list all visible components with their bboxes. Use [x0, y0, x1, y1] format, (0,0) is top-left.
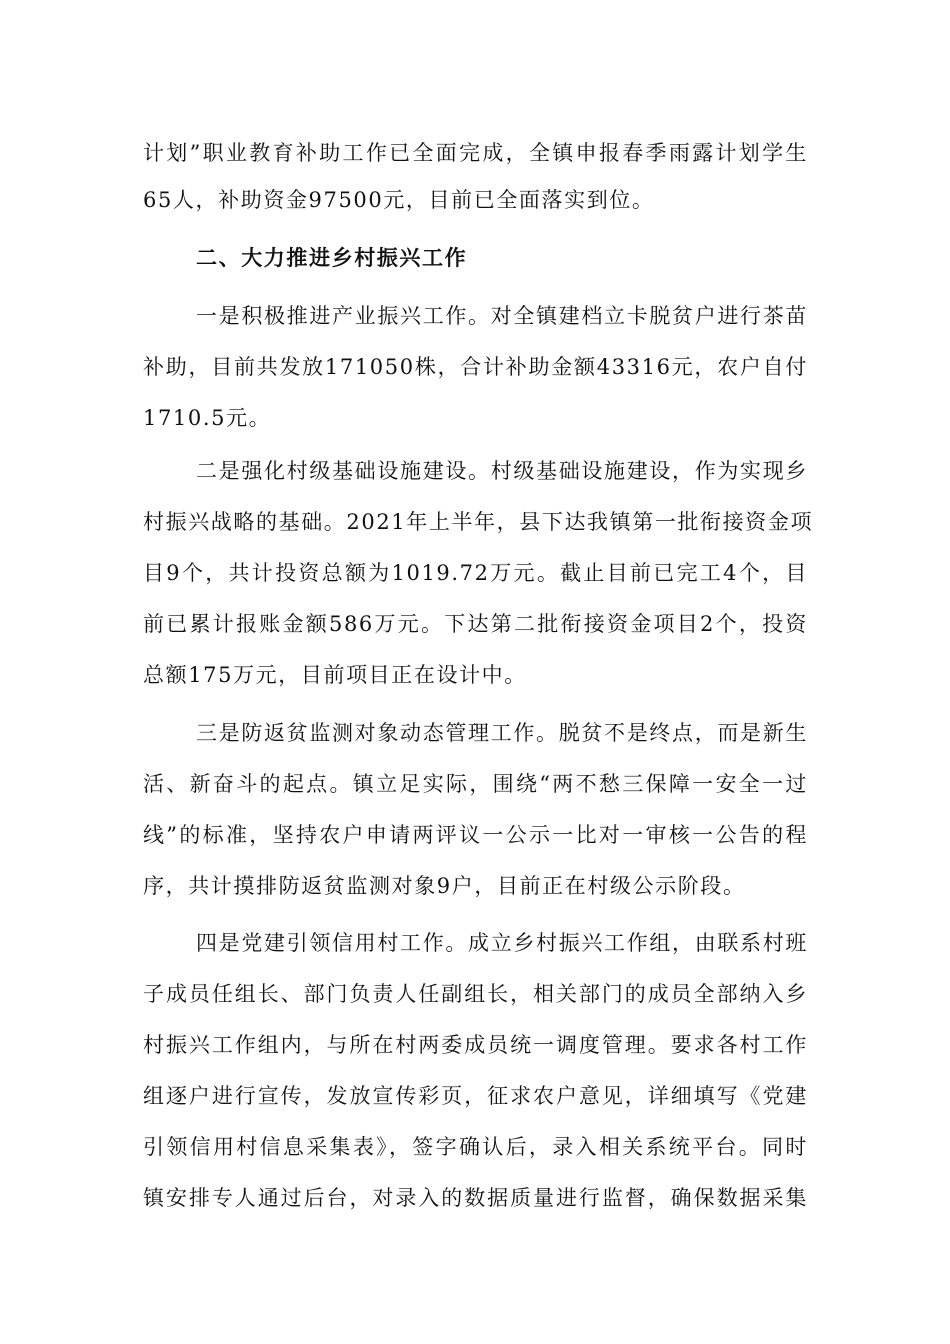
paragraph-line: 目9个，共计投资总额为1019.72万元。截止目前已完工4个，目: [143, 561, 808, 585]
paragraph-line: 四是党建引领信用村工作。成立乡村振兴工作组，由联系村班: [196, 931, 808, 955]
paragraph-line: 补助，目前共发放171050株，合计补助金额43316元，农户自付: [143, 355, 808, 379]
paragraph-line: 子成员任组长、部门负责人任副组长，相关部门的成员全部纳入乡: [143, 982, 808, 1006]
paragraph-line: 总额175万元，目前项目正在设计中。: [143, 663, 527, 687]
paragraph-line: 镇安排专人通过后台，对录入的数据质量进行监督，确保数据采集: [143, 1186, 808, 1210]
paragraph-line: 村振兴战略的基础。2021年上半年，县下达我镇第一批衔接资金项: [143, 510, 814, 534]
section-heading: 二、大力推进乡村振兴工作: [196, 246, 468, 270]
paragraph-line: 二是强化村级基础设施建设。村级基础设施建设，作为实现乡: [196, 459, 808, 483]
paragraph-line: 前已累计报账金额586万元。下达第二批衔接资金项目2个，投资: [143, 612, 808, 636]
paragraph-line: 活、新奋斗的起点。镇立足实际，围绕“两不愁三保障一安全一过: [143, 772, 808, 796]
paragraph-line: 65人，补助资金97500元，目前已全面落实到位。: [143, 188, 655, 212]
paragraph-line: 引领信用村信息采集表》，签字确认后，录入相关系统平台。同时: [143, 1135, 808, 1159]
paragraph-line: 1710.5元。: [143, 406, 272, 430]
paragraph-line: 三是防返贫监测对象动态管理工作。脱贫不是终点，而是新生: [196, 721, 808, 745]
paragraph-line: 计划”职业教育补助工作已全面完成，全镇申报春季雨露计划学生: [143, 141, 808, 165]
paragraph-line: 村振兴工作组内，与所在村两委成员统一调度管理。要求各村工作: [143, 1033, 808, 1057]
paragraph-line: 一是积极推进产业振兴工作。对全镇建档立卡脱贫户进行茶苗: [196, 304, 808, 328]
paragraph-line: 线”的标准，坚持农户申请两评议一公示一比对一审核一公告的程: [143, 823, 808, 847]
paragraph-line: 组逐户进行宣传，发放宣传彩页，征求农户意见，详细填写《党建: [143, 1084, 808, 1108]
paragraph-line: 序，共计摸排防返贫监测对象9户，目前正在村级公示阶段。: [143, 874, 746, 898]
